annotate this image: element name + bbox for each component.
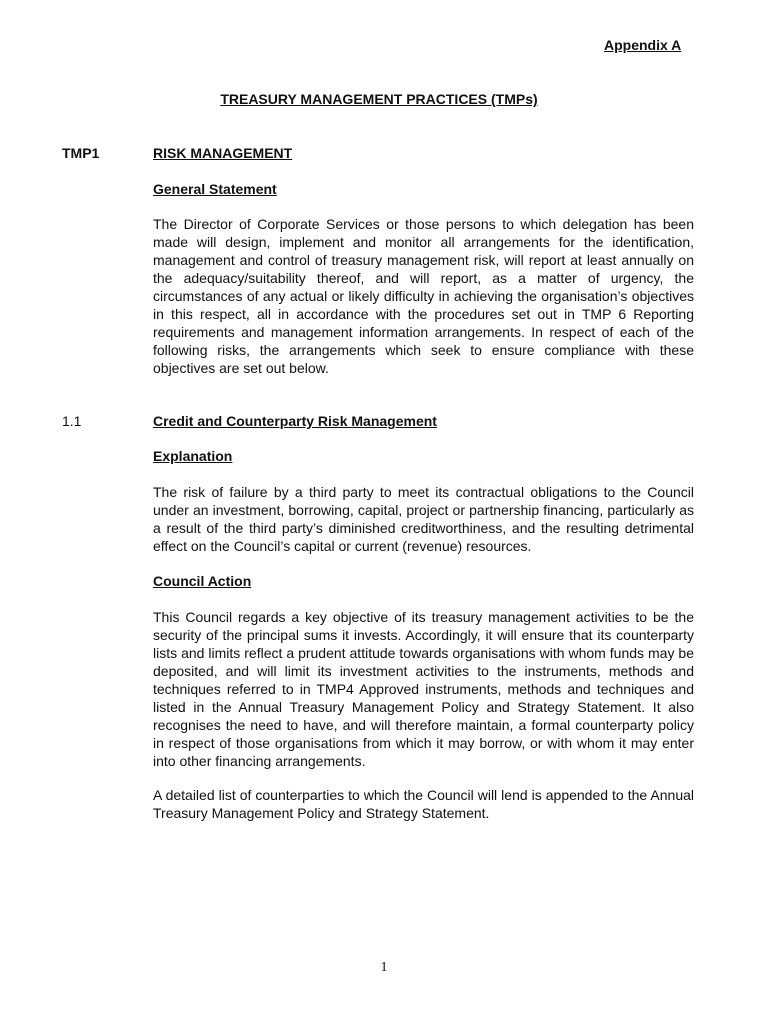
- explanation-paragraph: The risk of failure by a third party to meet its contractual obligations to the Council under an investment, borrowing, capital, project or partnership financing, particularly as a result of the third party’s diminished creditworthiness, and the resulting detrimental effect on the Council’s capital or current (revenue) resources.: [153, 484, 694, 554]
- general-statement-heading: General Statement: [153, 181, 277, 197]
- page-number: 1: [380, 960, 388, 975]
- council-action-paragraph-2: A detailed list of counterparties to which the Council will lend is appended to the Annual Treasury Management Policy and Strategy Statement.: [153, 787, 694, 821]
- appendix-label: Appendix A: [604, 37, 682, 53]
- document-title: [0, 91, 768, 107]
- explanation-heading: Explanation: [153, 448, 233, 464]
- section-heading: RISK MANAGEMENT: [153, 145, 293, 161]
- document-title-text: TREASURY MANAGEMENT PRACTICES (TMPs): [220, 91, 538, 107]
- general-statement-paragraph: The Director of Corporate Services or those persons to which delegation has been made will design, implement and monitor all arrangements for the identification, management and control of treasury management risk, will report at least annually on the adequacy/suitability thereof, and will report, as a matter of urgency, the circumstances of any actual or likely difficulty in achieving the organisation’s objectives in this respect, all in accordance with the procedures set out in TMP 6 Reporting requirements and management information arrangements. In respect of each of the following risks, the arrangements which seek to ensure compliance with these objectives are set out below.: [153, 216, 694, 376]
- subsection-heading: Credit and Counterparty Risk Management: [153, 413, 437, 429]
- section-number: TMP1: [62, 145, 100, 161]
- subsection-number: 1.1: [62, 413, 82, 429]
- council-action-paragraph-1: This Council regards a key objective of its treasury management activities to be the security of the principal sums it invests. Accordingly, it will ensure that its counterparty lists and limits reflect a prudent attitude towards organisations with whom funds may be deposited, and will limit its investment activities to the instruments, methods and techniques referred to in TMP4 Approved instruments, methods and techniques and listed in the Annual Treasury Management Policy and Strategy Statement. It also recognises the need to have, and will therefore maintain, a formal counterparty policy in respect of those organisations from which it may borrow, or with whom it may enter into other financing arrangements.: [153, 609, 694, 769]
- council-action-heading: Council Action: [153, 573, 252, 589]
